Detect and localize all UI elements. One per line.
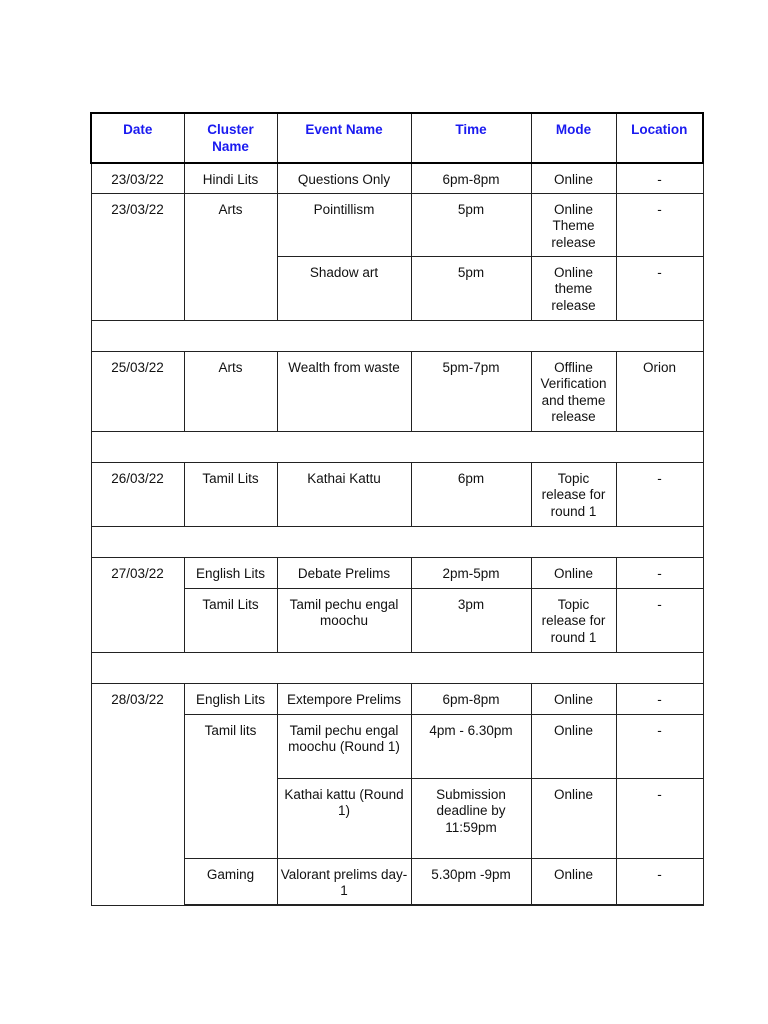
date-cell: 27/03/22 <box>91 557 184 652</box>
date-cell: 25/03/22 <box>91 351 184 431</box>
table-row <box>91 351 703 431</box>
location-cell: - <box>616 256 703 320</box>
cluster-cell: English Lits <box>184 683 277 714</box>
event-cell: Shadow art <box>277 256 411 320</box>
header-date: Date <box>91 113 184 163</box>
cluster-cell: Arts <box>184 351 277 431</box>
location-cell: - <box>616 193 703 256</box>
header-row <box>91 113 703 163</box>
event-cell: Tamil pechu engal moochu (Round 1) <box>277 714 411 778</box>
mode-cell: Topic release for round 1 <box>531 462 616 526</box>
cluster-cell: Hindi Lits <box>184 163 277 193</box>
header-mode: Mode <box>531 113 616 163</box>
event-cell: Debate Prelims <box>277 557 411 588</box>
cluster-cell: English Lits <box>184 557 277 588</box>
time-cell: 6pm-8pm <box>411 163 531 193</box>
cluster-cell: Gaming <box>184 858 277 905</box>
table-row <box>91 163 703 193</box>
cluster-cell: Tamil lits <box>184 714 277 858</box>
location-cell: Orion <box>616 351 703 431</box>
time-cell: 5pm-7pm <box>411 351 531 431</box>
cluster-cell: Tamil Lits <box>184 462 277 526</box>
location-cell: - <box>616 462 703 526</box>
event-cell: Kathai kattu (Round 1) <box>277 778 411 858</box>
event-schedule-table <box>90 112 704 906</box>
time-cell: 6pm-8pm <box>411 683 531 714</box>
header-location: Location <box>616 113 703 163</box>
header-event-name: Event Name <box>277 113 411 163</box>
event-cell: Tamil pechu engal moochu <box>277 588 411 652</box>
mode-cell: Online <box>531 683 616 714</box>
event-cell: Questions Only <box>277 163 411 193</box>
time-cell: 4pm - 6.30pm <box>411 714 531 778</box>
location-cell: - <box>616 683 703 714</box>
mode-cell: Online <box>531 778 616 858</box>
cluster-cell: Arts <box>184 193 277 320</box>
table-row <box>91 193 703 256</box>
date-cell: 23/03/22 <box>91 193 184 320</box>
cluster-cell: Tamil Lits <box>184 588 277 652</box>
mode-cell: Offline Verification and theme release <box>531 351 616 431</box>
location-cell: - <box>616 557 703 588</box>
header-time: Time <box>411 113 531 163</box>
date-cell: 23/03/22 <box>91 163 184 193</box>
event-cell: Valorant prelims day-1 <box>277 858 411 905</box>
time-cell: Submission deadline by 11:59pm <box>411 778 531 858</box>
mode-cell: Online <box>531 858 616 905</box>
time-cell: 6pm <box>411 462 531 526</box>
location-cell: - <box>616 778 703 858</box>
time-cell: 5.30pm -9pm <box>411 858 531 905</box>
spacer-row <box>91 652 703 683</box>
mode-cell: Topic release for round 1 <box>531 588 616 652</box>
mode-cell: Online <box>531 714 616 778</box>
event-cell: Pointillism <box>277 193 411 256</box>
spacer-row <box>91 320 703 351</box>
spacer-row <box>91 526 703 557</box>
date-cell: 26/03/22 <box>91 462 184 526</box>
mode-cell: Online <box>531 557 616 588</box>
time-cell: 5pm <box>411 193 531 256</box>
time-cell: 2pm-5pm <box>411 557 531 588</box>
location-cell: - <box>616 163 703 193</box>
location-cell: - <box>616 858 703 905</box>
location-cell: - <box>616 714 703 778</box>
table-row <box>91 462 703 526</box>
location-cell: - <box>616 588 703 652</box>
table-row <box>91 683 703 714</box>
time-cell: 3pm <box>411 588 531 652</box>
time-cell: 5pm <box>411 256 531 320</box>
header-cluster-name: Cluster Name <box>184 113 277 163</box>
date-cell: 28/03/22 <box>91 683 184 905</box>
mode-cell: Online theme release <box>531 256 616 320</box>
mode-cell: Online <box>531 163 616 193</box>
event-cell: Wealth from waste <box>277 351 411 431</box>
table-row <box>91 557 703 588</box>
mode-cell: Online Theme release <box>531 193 616 256</box>
event-cell: Kathai Kattu <box>277 462 411 526</box>
event-cell: Extempore Prelims <box>277 683 411 714</box>
spacer-row <box>91 431 703 462</box>
